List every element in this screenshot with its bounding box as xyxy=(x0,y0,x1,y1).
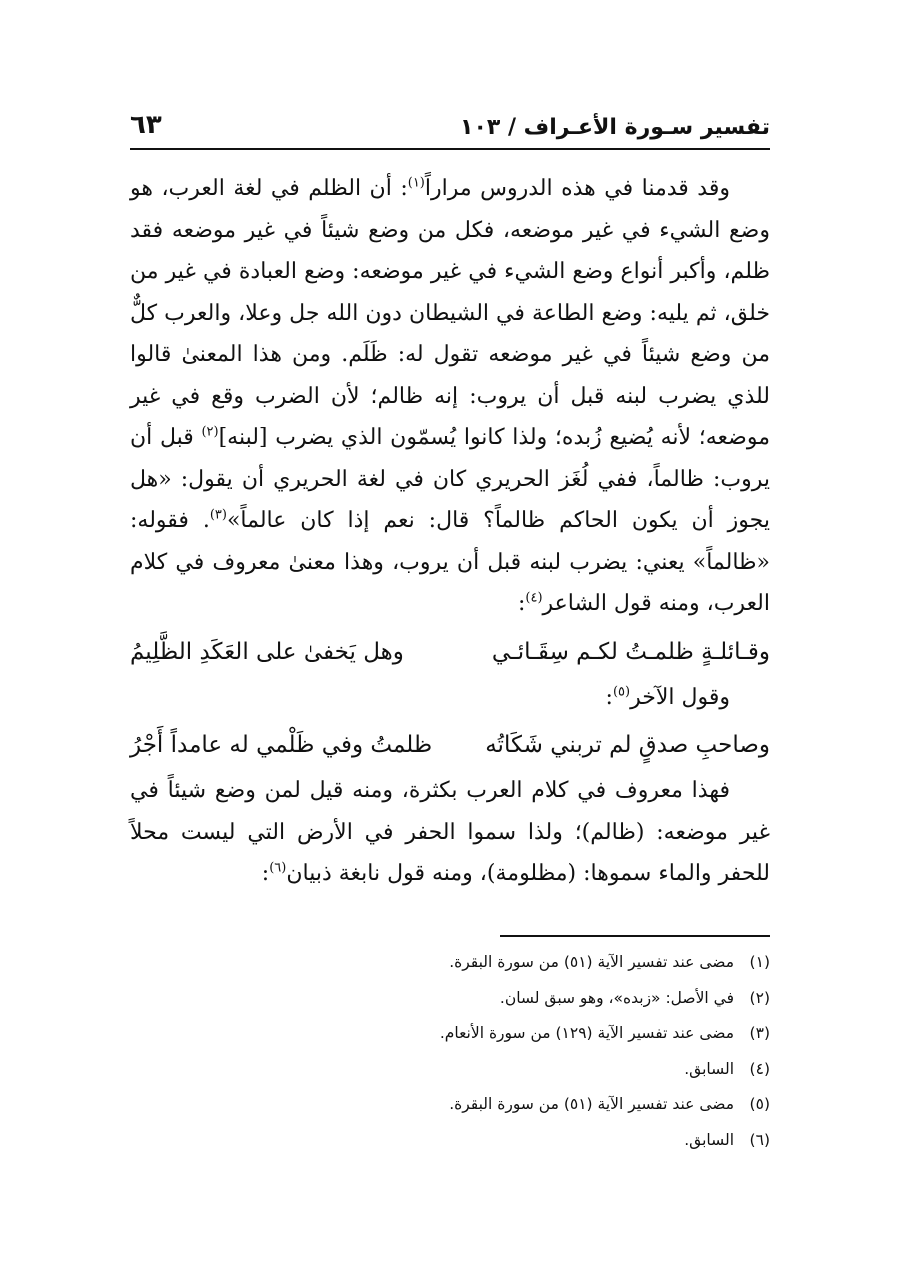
footnote-ref-6: (٦) xyxy=(269,860,287,876)
verse-1-hemistich-right: وقـائلـةٍ ظلمـتُ لكـم سِقَـائـي xyxy=(491,638,770,665)
text-run: فهذا معروف في كلام العرب بكثرة، ومنه قيل لمن وضع شيئاً في غير موضعه: (ظالم)؛ ولذا سموا الحفر في الأرض التي ليست محلاً للحفر والماء سموها: (مظلومة)، ومنه قول نابغة ذبيان xyxy=(130,778,770,886)
footnote-3 xyxy=(130,1024,770,1060)
footnote-number: (٦) xyxy=(749,1130,770,1149)
footnote-number: (٢) xyxy=(749,988,770,1007)
footnote-divider xyxy=(500,935,770,937)
footnote-number: (٥) xyxy=(749,1095,770,1113)
text-run: . فقوله: «ظالماً» يعني: يضرب لبنه قبل أن يروب، وهذا معنىٰ معروف في كلام العرب، ومنه قول الشاعر xyxy=(130,508,770,616)
footnote-ref-3: (٣) xyxy=(209,507,227,523)
footnote-text: مضى عند تفسير الآية (٥١) من سورة البقرة. xyxy=(449,953,734,971)
footnote-text: في الأصل: «زبده»، وهو سبق لسان. xyxy=(499,988,734,1007)
footnote-number: (٤) xyxy=(749,1059,770,1078)
text-run: : xyxy=(605,684,613,710)
footnote-4 xyxy=(130,1060,770,1096)
verse-1-hemistich-left: وهل يَخفىٰ على العَكَدِ الظَّلِيمُ xyxy=(130,638,404,665)
page xyxy=(130,110,770,895)
footnote-6 xyxy=(130,1131,770,1167)
text-run: قبل أن يروب: ظالماً، ففي لُغَز الحريري كان في لغة الحريري أن يقول: «هل يجوز أن يكون الحاكم ظالماً؟ قال: نعم إذا كان عالماً» xyxy=(130,425,770,533)
body-text xyxy=(130,168,770,895)
footnotes xyxy=(130,935,770,1166)
running-title: تفسير سـورة الأعـراف / ١٠٣ xyxy=(460,115,770,140)
footnote-text: مضى عند تفسير الآية (٥١) من سورة البقرة. xyxy=(449,1095,734,1113)
verse-2-hemistich-left: ظلمتُ وفي ظَلْمي له عامداً أَجْرُ xyxy=(130,732,433,758)
text-run: وقول الآخر xyxy=(630,684,730,710)
footnote-text: مضى عند تفسير الآية (١٢٩) من سورة الأنعام. xyxy=(439,1024,734,1042)
footnote-ref-5: (٥) xyxy=(612,684,631,700)
text-run: : xyxy=(261,861,270,886)
footnote-ref-1: (١) xyxy=(407,175,425,191)
paragraph-2 xyxy=(130,677,770,719)
verse-1 xyxy=(130,629,770,675)
footnote-number: (١) xyxy=(749,953,770,971)
verse-2-hemistich-right: وصاحبِ صدقٍ لم تربني شَكَاتُه xyxy=(485,732,770,758)
paragraph-3 xyxy=(130,770,770,895)
text-run: : أن الظلم في لغة العرب، هو وضع الشيء في غير موضعه، فكل من وضع شيئاً في غير موضعه فقد ظلم، وأكبر أنواع وضع الشيء في غير موضعه: وضع العبادة في غير من خلق، ثم يليه: وضع الطاعة في الشيطان دون الله جل وعلا، والعرب كلٌّ من وضع شيئاً في غير موضعه تقول له: ظَلَم. ومن هذا المعنىٰ قالوا للذي يضرب لبنه قبل أن يروب: إنه ظالم؛ لأن الضرب وقع في غير موضعه؛ لأنه يُضيع زُبده؛ ولذا كانوا يُسمّون الذي يضرب [لبنه] xyxy=(130,176,771,450)
paragraph-1 xyxy=(130,168,770,625)
footnote-ref-4: (٤) xyxy=(525,590,543,606)
footnote-1 xyxy=(130,953,770,989)
text-run: : xyxy=(517,591,526,616)
verse-2 xyxy=(130,722,770,768)
footnote-text: السابق. xyxy=(684,1059,734,1078)
running-header xyxy=(130,110,770,150)
footnote-text: السابق. xyxy=(684,1130,734,1149)
text-run: وقد قدمنا في هذه الدروس مراراً xyxy=(424,176,730,201)
footnote-5 xyxy=(130,1095,770,1131)
footnote-ref-2: (٢) xyxy=(201,424,219,440)
footnote-2 xyxy=(130,989,770,1025)
page-number: ٦٣ xyxy=(130,110,162,140)
footnote-number: (٣) xyxy=(749,1024,770,1042)
